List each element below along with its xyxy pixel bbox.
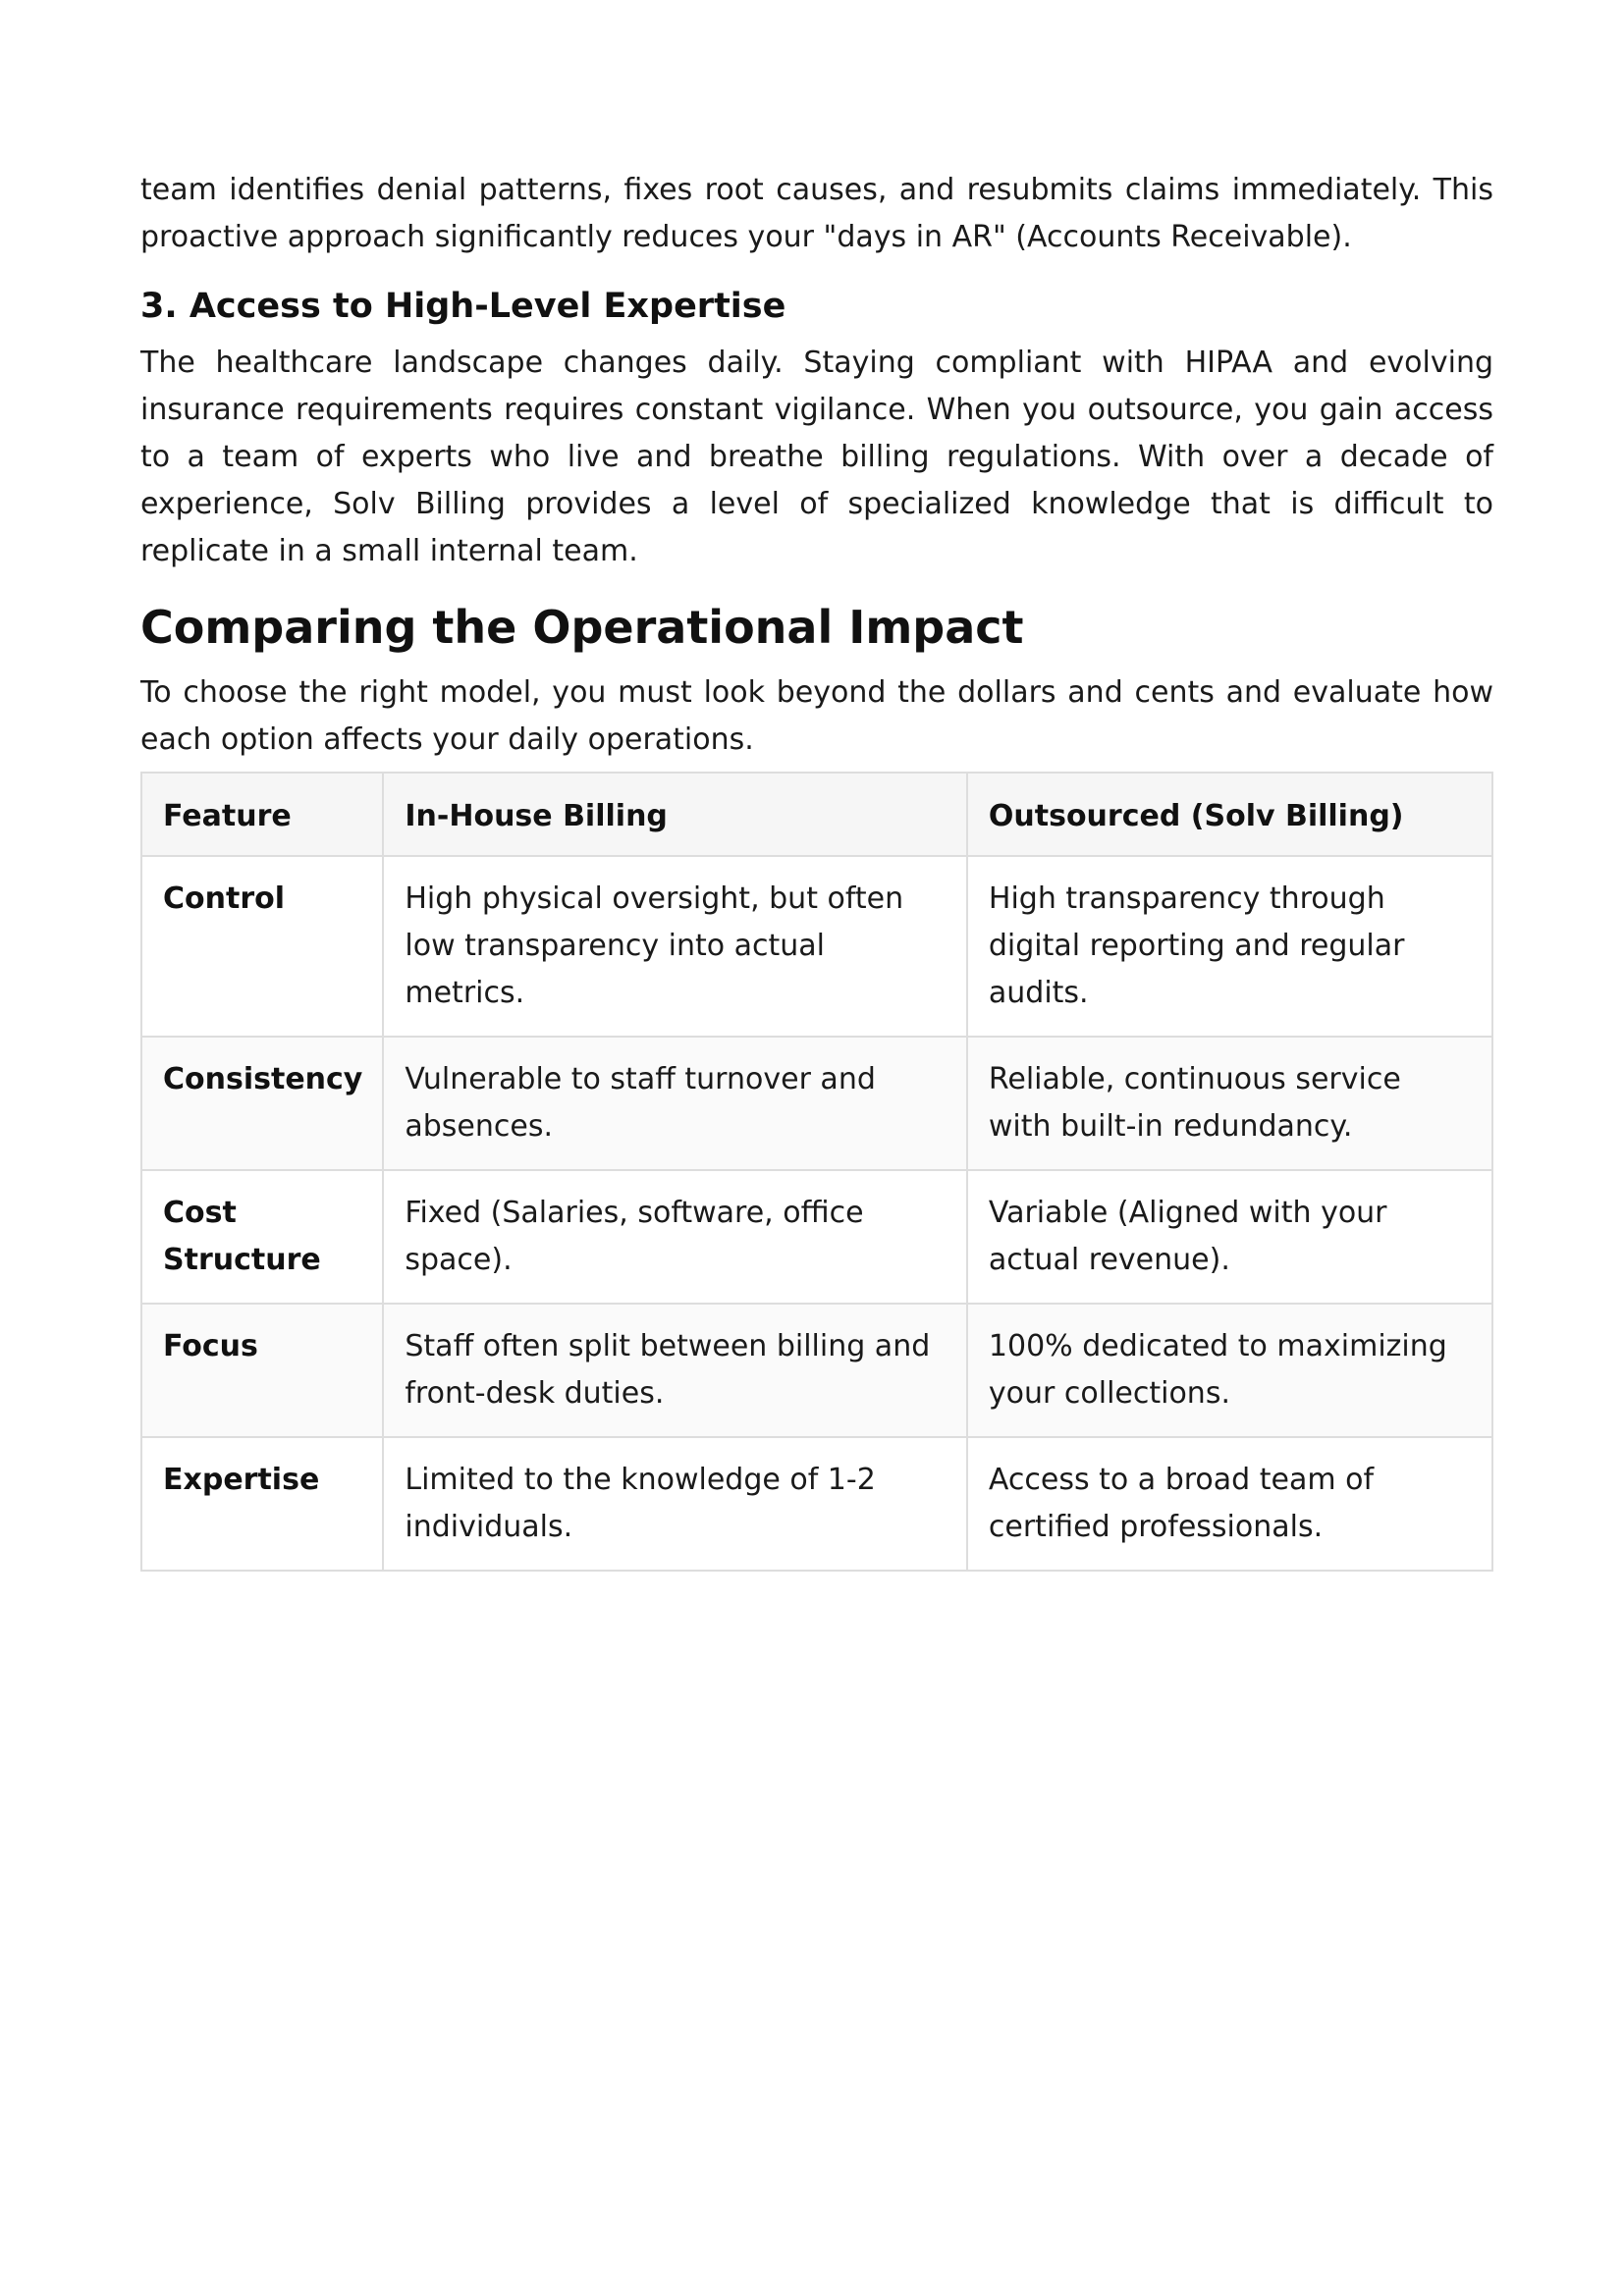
table-row: [141, 1037, 1492, 1170]
in-house-cell: Vulnerable to staff turnover and absences.: [383, 1037, 967, 1170]
in-house-cell: Limited to the knowledge of 1-2 individuals.: [383, 1437, 967, 1571]
outsourced-cell: High transparency through digital reporting and regular audits.: [967, 856, 1492, 1037]
header-in-house: In-House Billing: [383, 773, 967, 856]
in-house-cell: High physical oversight, but often low transparency into actual metrics.: [383, 856, 967, 1037]
feature-cell: Control: [141, 856, 383, 1037]
feature-cell: Cost Structure: [141, 1170, 383, 1304]
intro-paragraph: team identifies denial patterns, fixes root causes, and resubmits claims immediately. This proactive approach significantly reduces your "days in AR" (Accounts Receivable).: [140, 173, 1493, 254]
table-header: [141, 773, 1492, 856]
comparison-paragraph: To choose the right model, you must look beyond the dollars and cents and evaluate how each option affects your daily operations.: [140, 675, 1493, 757]
outsourced-cell: Access to a broad team of certified professionals.: [967, 1437, 1492, 1571]
comparison-table: [140, 772, 1493, 1572]
section-heading-expertise: 3. Access to High-Level Expertise: [140, 287, 786, 326]
in-house-cell: Fixed (Salaries, software, office space).: [383, 1170, 967, 1304]
feature-cell: Expertise: [141, 1437, 383, 1571]
header-outsourced: Outsourced (Solv Billing): [967, 773, 1492, 856]
feature-cell: Consistency: [141, 1037, 383, 1170]
in-house-cell: Staff often split between billing and front-desk duties.: [383, 1304, 967, 1437]
section-heading-comparison: Comparing the Operational Impact: [140, 601, 1024, 654]
outsourced-cell: Reliable, continuous service with built-in redundancy.: [967, 1037, 1492, 1170]
expertise-paragraph: The healthcare landscape changes daily. Staying compliant with HIPAA and evolving insurance requirements requires constant vigilance. When you outsource, you gain access to a team of experts who live and breathe billing regulations. With over a decade of experience, Solv Billing provides a level of specialized knowledge that is difficult to replicate in a small internal team.: [140, 346, 1493, 568]
table-row: [141, 1170, 1492, 1304]
table-row: [141, 1304, 1492, 1437]
feature-cell: Focus: [141, 1304, 383, 1437]
table-body: [141, 856, 1492, 1571]
outsourced-cell: 100% dedicated to maximizing your collections.: [967, 1304, 1492, 1437]
outsourced-cell: Variable (Aligned with your actual revenue).: [967, 1170, 1492, 1304]
table-row: [141, 1437, 1492, 1571]
document-page: [140, 167, 1493, 1544]
header-feature: Feature: [141, 773, 383, 856]
table-row: [141, 856, 1492, 1037]
table-header-row: [141, 773, 1492, 856]
